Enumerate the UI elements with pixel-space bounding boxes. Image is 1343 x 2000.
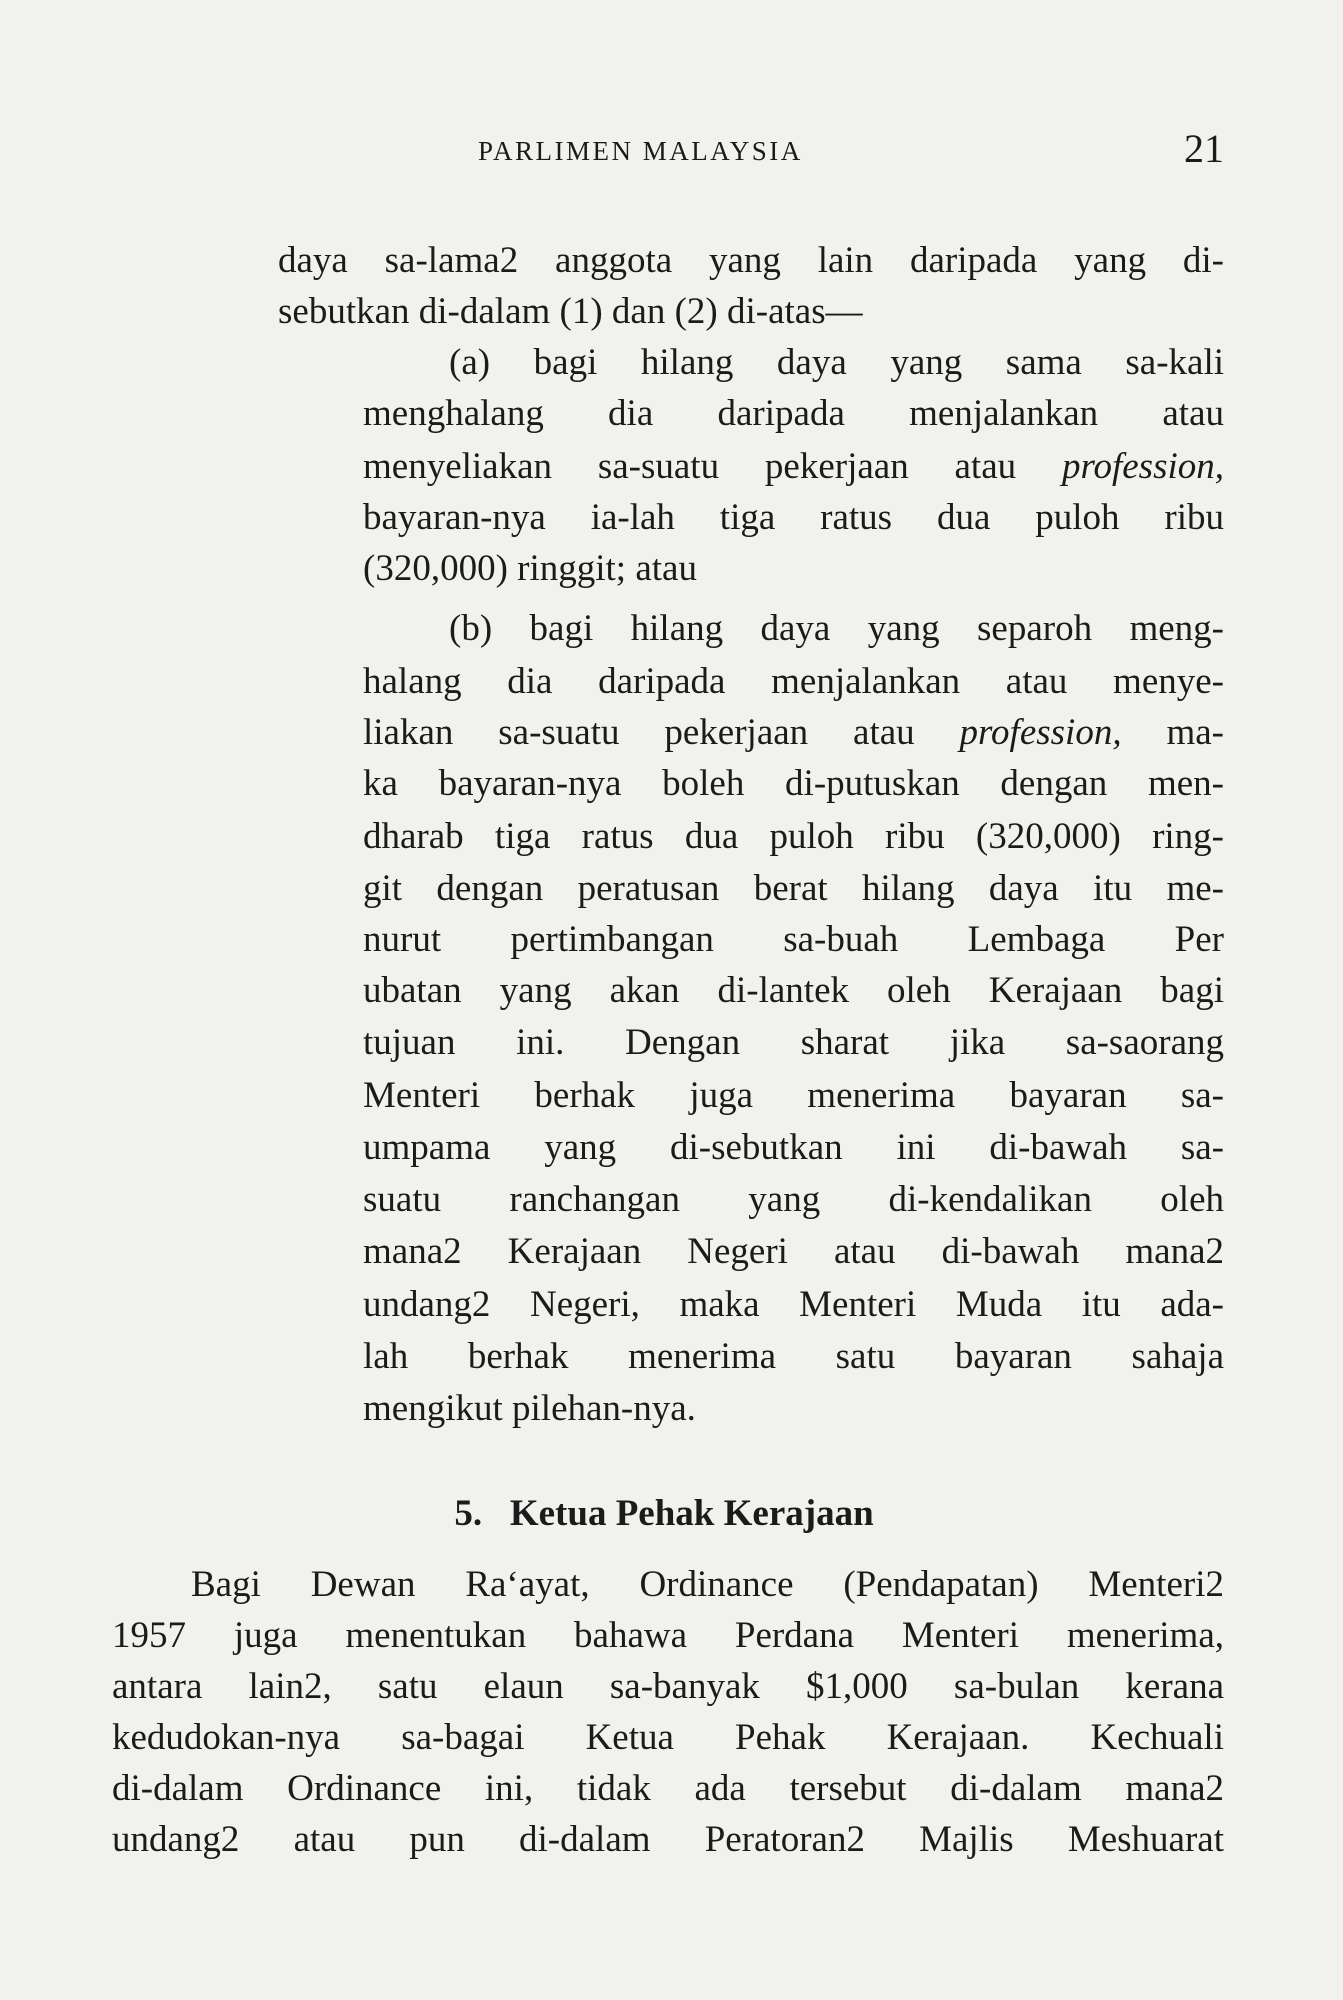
paragraph-line: antara lain2, satu elaun sa-banyak $1,000 sa-bulan kerana [112,1666,1224,1707]
item-b-line: Menteri berhak juga menerima bayaran sa- [363,1075,1224,1116]
item-b-line: halang dia daripada menjalankan atau menye- [363,661,1224,702]
line-text: menyeliakan sa-suatu pekerjaan atau [363,446,1062,487]
section-number: 5. [454,1493,483,1534]
item-b-line: umpama yang di-sebutkan ini di-bawah sa- [363,1127,1224,1168]
item-b-marker: (b) [449,608,493,649]
paragraph-line: kedudokan-nya sa-bagai Ketua Pehak Kerajaan. Kechuali [112,1717,1224,1758]
item-b-text: bagi hilang daya yang separoh meng- [529,608,1225,649]
item-b-line: dharab tiga ratus dua puloh ribu (320,000) ring- [363,816,1224,857]
item-b-line: undang2 Negeri, maka Menteri Muda itu ada- [363,1284,1224,1325]
section-heading [300,1491,1028,1537]
paragraph-line: undang2 atau pun di-dalam Peratoran2 Majlis Meshuarat [112,1819,1224,1860]
italic-term: profession, [1061,446,1224,487]
section-title: Ketua Pehak Kerajaan [509,1493,874,1534]
item-a-line: bayaran-nya ia-lah tiga ratus dua puloh ribu [363,497,1224,538]
item-b-line: tujuan ini. Dengan sharat jika sa-saorang [363,1022,1224,1063]
line-text: liakan sa-suatu pekerjaan atau [363,712,960,753]
paragraph-line: 1957 juga menentukan bahawa Perdana Menteri menerima, [112,1615,1224,1656]
paragraph-line: Bagi Dewan Ra‘ayat, Ordinance (Pendapatan) Menteri2 [191,1564,1224,1605]
item-a-line [363,444,1224,490]
body-line: sebutkan di-dalam (1) dan (2) di-atas— [278,291,863,332]
line-text: ma- [1121,712,1224,753]
paragraph-line: di-dalam Ordinance ini, tidak ada tersebut di-dalam mana2 [112,1768,1224,1809]
item-b-line [363,710,1224,756]
item-a-marker: (a) [449,342,491,383]
item-b-line: mengikut pilehan-nya. [363,1388,696,1429]
item-b-line: suatu ranchangan yang di-kendalikan oleh [363,1179,1224,1220]
page-number: 21 [1184,126,1224,171]
body-line: daya sa-lama2 anggota yang lain daripada yang di- [278,240,1224,281]
item-b-line: ka bayaran-nya boleh di-putuskan dengan men- [363,763,1224,804]
item-a-text: bagi hilang daya yang sama sa-kali [533,342,1225,383]
item-b-line: lah berhak menerima satu bayaran sahaja [363,1336,1224,1377]
item-b-line: nurut pertimbangan sa-buah Lembaga Per [363,919,1224,960]
item-a-line: (320,000) ringgit; atau [363,548,697,589]
item-a-line: menghalang dia daripada menjalankan atau [363,393,1224,434]
item-b-line: mana2 Kerajaan Negeri atau di-bawah mana2 [363,1231,1224,1272]
item-b-line: git dengan peratusan berat hilang daya itu me- [363,868,1224,909]
item-b-line [449,606,1224,652]
item-a-line [449,340,1224,386]
item-b-line: ubatan yang akan di-lantek oleh Kerajaan bagi [363,970,1224,1011]
running-title: PARLIMEN MALAYSIA [478,136,803,166]
italic-term: profession, [959,712,1122,753]
